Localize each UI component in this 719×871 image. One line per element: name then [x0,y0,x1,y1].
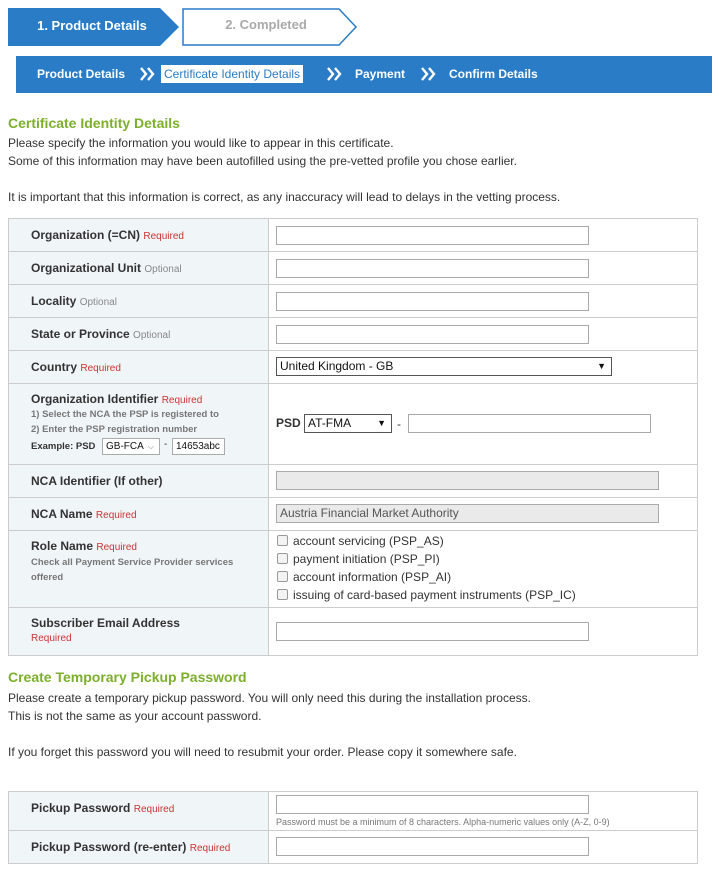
required-tag: Required [95,510,137,521]
organization-input[interactable] [276,226,589,245]
checkbox[interactable] [277,535,288,546]
example-registration-field: 14653abc [172,438,225,455]
form-row-country [9,351,697,384]
step-wizard [8,8,368,46]
required-tag: Required [80,363,121,374]
checkbox[interactable] [277,553,288,564]
double-chevron-icon [327,67,343,81]
nav-payment[interactable]: Payment [355,67,406,81]
dropdown-arrow-icon: ▼ [597,361,606,371]
form-row-nca-name [9,498,697,531]
section-intro: Please create a temporary pickup password. You will only need this during the installation process. This is not the same as your account password. [8,691,531,723]
example-nca-select: GB-FCA ⌵ [102,438,160,455]
form-row-state [9,318,697,351]
step-completed [182,8,357,46]
example: Example: PSD GB-FCA ⌵ - 14653abc [31,438,268,456]
form-row-org-identifier [9,384,697,465]
field-label: Pickup Password (re-enter) [31,840,187,854]
nav-certificate-identity-details[interactable]: Certificate Identity Details [161,65,303,83]
sub-navigation [16,56,712,93]
field-label: Locality [31,294,77,308]
optional-tag: Optional [133,330,171,341]
field-label: Organization Identifier [31,392,159,406]
separator-dash: - [397,417,401,431]
pickup-password-input[interactable] [276,795,589,814]
required-tag: Required [133,804,175,815]
step-label: 1. Product Details [37,18,147,33]
optional-tag: Optional [79,297,117,308]
required-tag: Required [96,542,137,553]
section-note: If you forget this password you will need to resubmit your order. Please copy it somewhere safe. [8,745,517,759]
form-row-email [9,608,697,656]
field-label: NCA Identifier (If other) [31,474,163,488]
help-text: 2) Enter the PSP registration number [31,424,198,435]
section-title: Create Temporary Pickup Password [8,669,247,685]
section-intro: Please specify the information you would like to appear in this certificate. Some of this information may have been autofilled using the pre-vetted profile you chose earlier. [8,136,517,168]
certificate-details-form [8,218,698,656]
role-option-psp-as[interactable]: account servicing (PSP_AS) [277,533,444,549]
dropdown-arrow-icon: ▼ [377,418,386,428]
required-tag: Required [31,633,72,644]
required-tag: Required [161,395,203,406]
pickup-password-reenter-input[interactable] [276,837,589,856]
chevron-down-icon: ⌵ [147,442,154,451]
checkbox[interactable] [277,589,288,600]
org-unit-input[interactable] [276,259,589,278]
role-option-psp-ai[interactable]: account information (PSP_AI) [277,569,451,585]
step-product-details[interactable] [8,8,178,46]
field-label: State or Province [31,327,130,341]
password-hint: Password must be a minimum of 8 characters. Alpha-numeric values only (A-Z, 0-9) [276,817,610,827]
section-note: It is important that this information is correct, as any inaccuracy will lead to delays in the vetting process. [8,190,561,204]
help-text: 1) Select the NCA the PSP is registered to [31,409,219,420]
required-tag: Required [189,843,231,854]
field-label: Country [31,360,77,374]
field-label: Pickup Password [31,801,131,815]
form-row-locality [9,285,697,318]
form-row-nca-identifier [9,465,697,498]
help-text: Check all Payment Service Provider services offered [31,557,234,583]
step-label: 2. Completed [225,17,307,32]
form-row-organization [9,219,697,252]
field-label: Organizational Unit [31,261,142,275]
form-row-org-unit [9,252,697,285]
optional-tag: Optional [144,264,182,275]
field-label: Role Name [31,539,94,553]
state-input[interactable] [276,325,589,344]
role-option-psp-ic[interactable]: issuing of card-based payment instruments (PSP_IC) [277,587,576,603]
role-option-psp-pi[interactable]: payment initiation (PSP_PI) [277,551,440,567]
nav-confirm-details[interactable]: Confirm Details [449,67,538,81]
checkbox[interactable] [277,571,288,582]
nca-identifier-input[interactable] [276,471,659,490]
field-label: Subscriber Email Address [31,616,180,630]
field-label: Organization (=CN) [31,228,141,242]
double-chevron-icon [140,67,156,81]
section-title: Certificate Identity Details [8,115,180,131]
form-row-pickup-password [9,792,697,831]
nca-select[interactable]: AT-FMA ▼ [304,414,392,433]
locality-input[interactable] [276,292,589,311]
registration-number-input[interactable] [408,414,651,433]
double-chevron-icon [421,67,437,81]
required-tag: Required [143,231,184,242]
password-form [8,791,698,864]
field-label: NCA Name [31,507,93,521]
form-row-role-name [9,531,697,608]
email-input[interactable] [276,622,589,641]
psd-prefix: PSD [276,416,301,430]
form-row-pickup-password-reenter [9,831,697,864]
country-select[interactable]: United Kingdom - GB ▼ [276,357,612,376]
nca-name-input[interactable]: Austria Financial Market Authority [276,504,659,523]
nav-product-details[interactable]: Product Details [37,67,126,81]
